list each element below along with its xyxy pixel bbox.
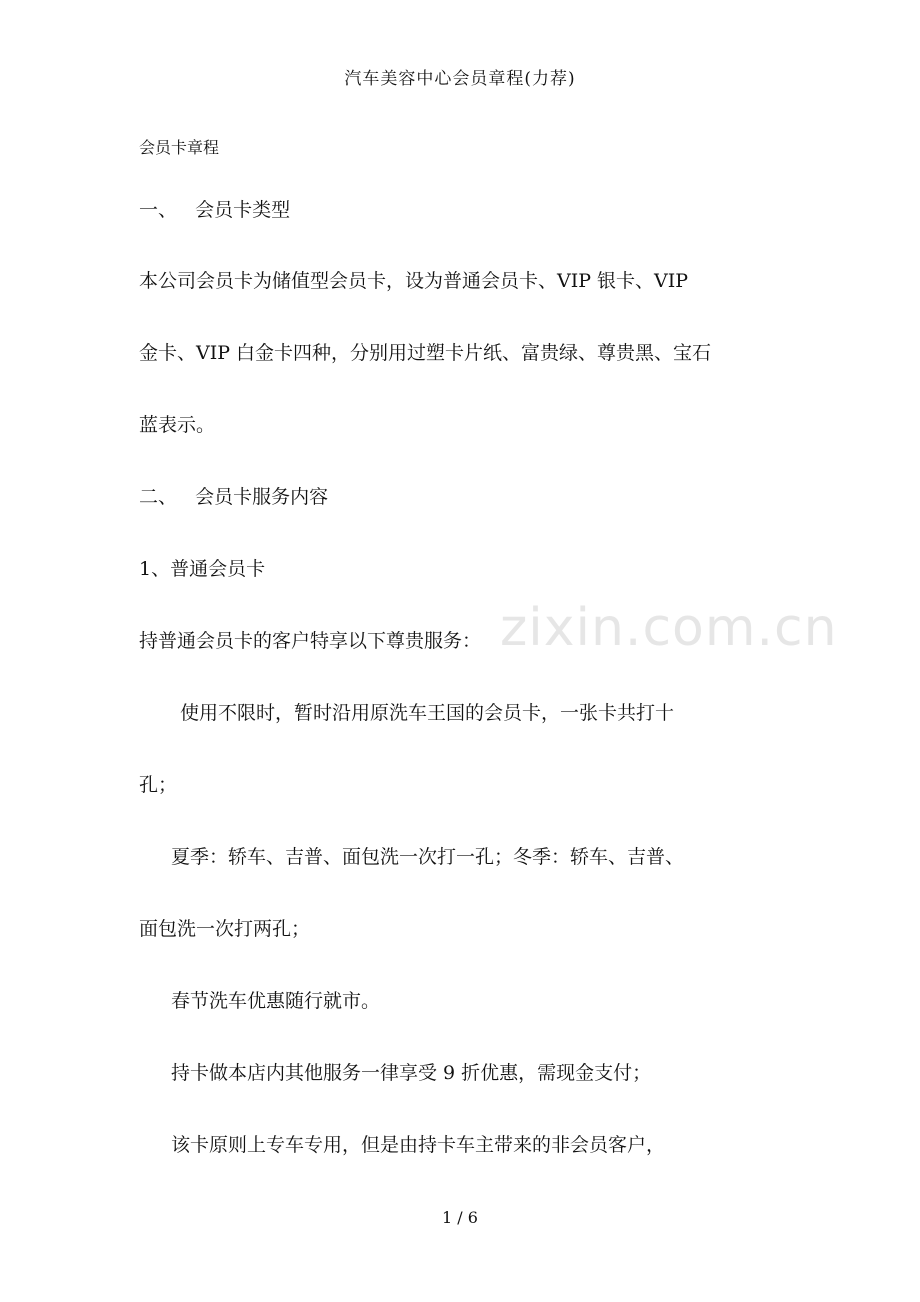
heading-card-services: 二、 会员卡服务内容 xyxy=(139,486,329,508)
paragraph-card-types-line-3: 蓝表示。 xyxy=(139,414,216,436)
paragraph-card-types-line-2: 金卡、VIP 白金卡四种，分别用过塑卡片纸、富贵绿、尊贵黑、宝石 xyxy=(139,342,712,364)
item-card-usage-rule: 该卡原则上专车专用，但是由持卡车主带来的非会员客户， xyxy=(171,1134,666,1156)
heading-card-types: 一、 会员卡类型 xyxy=(139,199,291,221)
regular-card-intro: 持普通会员卡的客户特享以下尊贵服务： xyxy=(139,630,482,652)
item-season-rules-line-2: 面包洗一次打两孔； xyxy=(139,918,311,940)
paragraph-card-types-line-1: 本公司会员卡为储值型会员卡，设为普通会员卡、VIP 银卡、VIP xyxy=(139,270,689,292)
watermark: zixin.com.cn xyxy=(500,598,838,658)
item-spring-festival: 春节洗车优惠随行就市。 xyxy=(171,990,381,1012)
section-title: 会员卡章程 xyxy=(139,138,220,157)
subheading-regular-card: 1、普通会员卡 xyxy=(139,558,266,580)
item-unlimited-use-line-2: 孔； xyxy=(139,774,178,796)
item-unlimited-use-line-1: 使用不限时，暂时沿用原洗车王国的会员卡，一张卡共打十 xyxy=(180,702,675,724)
document-header: 汽车美容中心会员章程(力荐) xyxy=(344,69,576,89)
item-season-rules-line-1: 夏季：轿车、吉普、面包洗一次打一孔；冬季：轿车、吉普、 xyxy=(171,846,685,868)
page-indicator: 1 / 6 xyxy=(442,1208,478,1227)
item-other-services-discount: 持卡做本店内其他服务一律享受 9 折优惠，需现金支付； xyxy=(171,1062,652,1084)
